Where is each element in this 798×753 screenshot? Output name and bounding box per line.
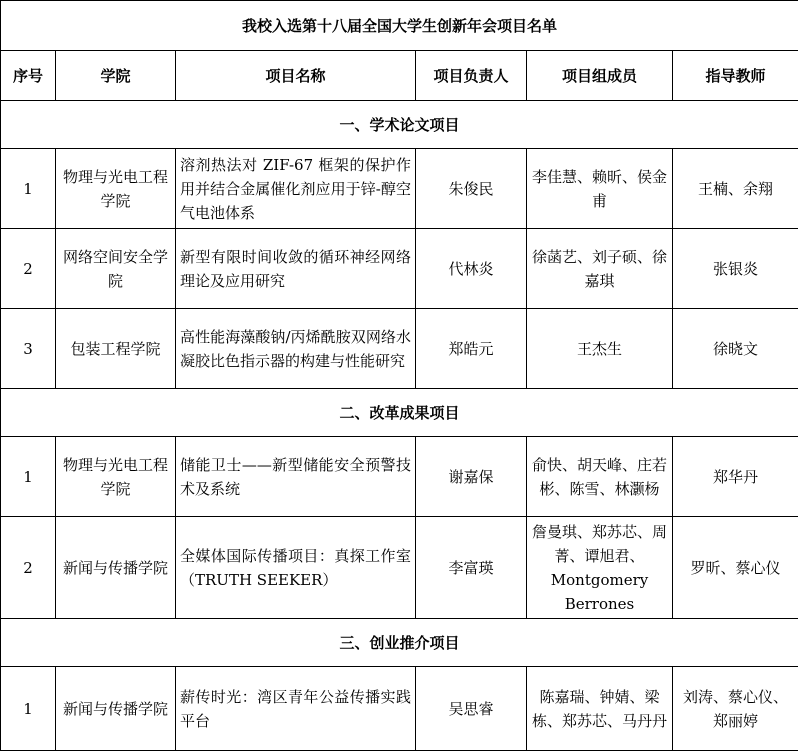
table-row: [1, 309, 798, 389]
row-members: 王杰生: [527, 309, 673, 389]
row-leader: 李富瑛: [416, 517, 527, 619]
row-project-name: [176, 517, 416, 619]
row-project-name-text: 溶剂热法对 ZIF-67 框架的保护作用并结合金属催化剂应用于锌-醇空气电池体系: [180, 155, 411, 222]
row-project-name-text: 储能卫士——新型储能安全预警技术及系统: [180, 455, 411, 498]
row-project-name: [176, 309, 416, 389]
row-project-name-text: 全媒体国际传播项目：真探工作室（TRUTH SEEKER）: [180, 546, 411, 589]
section-row: [1, 101, 798, 149]
header-members: 项目组成员: [527, 51, 673, 101]
row-index: 2: [1, 229, 56, 309]
document-title: 我校入选第十八届全国大学生创新年会项目名单: [1, 1, 798, 51]
row-members: 俞快、胡天峰、庄若彬、陈雪、林灏杨: [527, 437, 673, 517]
row-advisor: 罗昕、蔡心仪: [673, 517, 798, 619]
header-index: 序号: [1, 51, 56, 101]
header-leader: 项目负责人: [416, 51, 527, 101]
row-college: 物理与光电工程学院: [56, 149, 176, 229]
row-college: 网络空间安全学院: [56, 229, 176, 309]
row-college: 新闻与传播学院: [56, 517, 176, 619]
row-project-name-text: 新型有限时间收敛的循环神经网络理论及应用研究: [180, 247, 411, 290]
row-members: 徐菡艺、刘子硕、徐嘉琪: [527, 229, 673, 309]
row-leader: 代林炎: [416, 229, 527, 309]
row-advisor: 郑华丹: [673, 437, 798, 517]
row-index: 1: [1, 149, 56, 229]
table-row: [1, 667, 798, 751]
row-leader: 朱俊民: [416, 149, 527, 229]
table-row: [1, 149, 798, 229]
section-row: [1, 619, 798, 667]
row-index: 1: [1, 437, 56, 517]
row-members: 李佳慧、赖昕、侯金甫: [527, 149, 673, 229]
section-row: [1, 389, 798, 437]
row-advisor: 徐晓文: [673, 309, 798, 389]
row-project-name: [176, 149, 416, 229]
section-title-academic: 一、学术论文项目: [1, 101, 798, 149]
row-project-name-text: 高性能海藻酸钠/丙烯酰胺双网络水凝胶比色指示器的构建与性能研究: [180, 327, 411, 370]
row-project-name-text: 薪传时光：湾区青年公益传播实践平台: [180, 687, 411, 730]
row-members: 陈嘉瑞、钟婧、梁栋、郑苏芯、马丹丹: [527, 667, 673, 751]
table-row: [1, 517, 798, 619]
row-project-name: [176, 437, 416, 517]
row-leader: 谢嘉保: [416, 437, 527, 517]
row-college: 物理与光电工程学院: [56, 437, 176, 517]
title-row: [1, 1, 798, 51]
row-index: 3: [1, 309, 56, 389]
header-college: 学院: [56, 51, 176, 101]
row-college: 包装工程学院: [56, 309, 176, 389]
row-index: 2: [1, 517, 56, 619]
row-advisor: 王楠、余翔: [673, 149, 798, 229]
table-row: [1, 229, 798, 309]
header-project-name: 项目名称: [176, 51, 416, 101]
row-leader: 吴思睿: [416, 667, 527, 751]
section-title-reform: 二、改革成果项目: [1, 389, 798, 437]
row-index: 1: [1, 667, 56, 751]
row-members: 詹曼琪、郑苏芯、周菁、谭旭君、Montgomery Berrones: [527, 517, 673, 619]
row-advisor: 刘涛、蔡心仪、郑丽婷: [673, 667, 798, 751]
row-project-name: [176, 667, 416, 751]
row-advisor: 张银炎: [673, 229, 798, 309]
section-title-startup: 三、创业推介项目: [1, 619, 798, 667]
row-project-name: [176, 229, 416, 309]
header-advisor: 指导教师: [673, 51, 798, 101]
table-row: [1, 437, 798, 517]
header-row: [1, 51, 798, 101]
row-college: 新闻与传播学院: [56, 667, 176, 751]
row-leader: 郑皓元: [416, 309, 527, 389]
